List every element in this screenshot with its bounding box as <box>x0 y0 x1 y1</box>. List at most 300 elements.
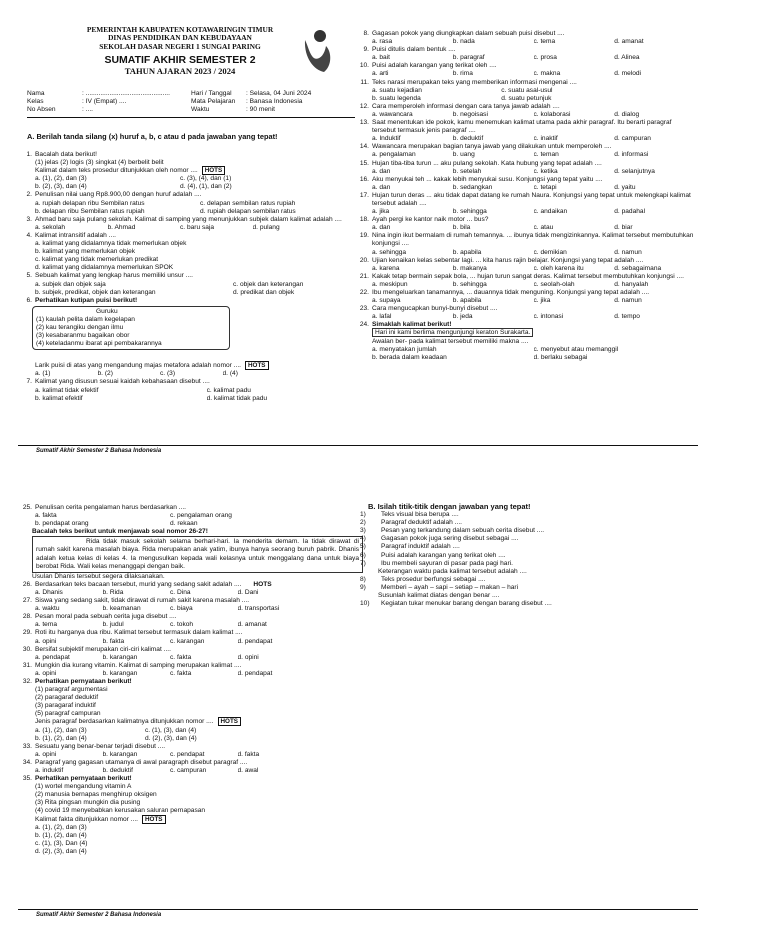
question-text: Simaklah kalimat berikut! <box>372 321 452 329</box>
options <box>355 224 695 232</box>
option-d[interactable]: d. tempo <box>614 313 640 321</box>
identity-row-date <box>191 90 351 98</box>
option-c[interactable]: c. teman <box>533 151 559 159</box>
statement-item: (3) paragaraf induktif <box>35 702 96 710</box>
question-text: Aku menyukai teh ... kakak lebih menyukai susu. Konjungsi yang tepat yaitu .... <box>372 175 603 183</box>
option-a[interactable]: a. wawancara <box>372 110 413 118</box>
option-c[interactable]: c. demikian <box>533 248 567 256</box>
question-text-inner: Berdasarkan teks bacaan tersebut, murid yang sedang sakit adalah .... <box>35 580 242 588</box>
options <box>355 281 695 289</box>
question-text: Awalan ber- pada kalimat tersebut memiliki makna .... <box>372 337 529 345</box>
question-35 <box>18 775 363 783</box>
question-text: Perhatikan pernyataan berikut! <box>35 677 132 685</box>
subject-value: : Banasa Indonesia <box>246 98 303 105</box>
option-d[interactable]: d. yaitu <box>614 183 636 191</box>
option-c[interactable]: c. Dina <box>170 588 191 596</box>
option-a[interactable]: a. (1), (2), dan (3) <box>35 175 87 183</box>
question-number: 35. <box>22 775 32 783</box>
option-b[interactable]: b. bila <box>452 224 471 232</box>
options <box>355 151 695 159</box>
statement-item: (1) wortel mengandung vitamin A <box>35 783 132 791</box>
option-a[interactable]: a. suatu kejadian <box>372 86 422 94</box>
option-d[interactable]: d. awal <box>237 767 259 774</box>
question-line <box>18 816 363 824</box>
option-b[interactable]: b. Ahmad <box>107 223 136 231</box>
option-d[interactable]: d. pendapat <box>237 669 273 677</box>
option-a[interactable]: a. jika <box>372 208 390 216</box>
option-a[interactable]: a. meskipun <box>372 280 408 288</box>
options <box>18 589 305 597</box>
header-line-1: PEMERINTAH KABUPATEN KOTAWARINGIN TIMUR <box>86 25 274 34</box>
question-number: 24. <box>359 321 369 329</box>
options <box>355 208 695 216</box>
header-line-2: DINAS PENDIDIKAN DAN KEBUDAYAAN <box>108 33 252 43</box>
item-number: 8) <box>360 575 366 583</box>
statement-item: (2) paragaraf deduktif <box>35 694 99 702</box>
option-a[interactable]: a. rupiah delapan ribu Sembilan ratus <box>35 199 145 207</box>
question-text: Puisi ditulis dalam bentuk .... <box>372 46 456 54</box>
option-c[interactable]: c. objek dan keterangan <box>233 280 304 288</box>
question-text: Penulisan nilai uang Rp8.900,00 dengan huruf adalah .... <box>35 191 202 199</box>
left-column <box>18 504 363 856</box>
option-b[interactable]: b. kalimat efektif <box>35 394 83 402</box>
question-2 <box>18 191 368 199</box>
option-c[interactable]: c. prosa <box>533 54 557 62</box>
item-text: Ibu membeli sayuran di pasar pada pagi hari. <box>381 559 513 567</box>
option-d[interactable]: d. rupiah delapan sembilan ratus <box>200 207 296 215</box>
option-d[interactable]: d. biar <box>614 224 633 232</box>
option-c[interactable]: c. (1), (3), Dan (4) <box>35 839 88 847</box>
option-a[interactable]: a. dan <box>372 183 391 191</box>
option-d[interactable]: d. namun <box>614 248 642 256</box>
options <box>18 654 305 662</box>
question-text: Kalimat dalam teks prosedur ditunjukkan oleh nomor .... <box>35 167 198 175</box>
question-text: Perhatikan kutipan puisi berikut! <box>35 296 138 304</box>
options <box>18 621 305 629</box>
option-d[interactable]: d. (2), (3), dan (4) <box>145 734 197 742</box>
question-number: 11. <box>360 78 369 86</box>
option-d[interactable]: d. predikat dan objek <box>233 288 295 296</box>
poem-box <box>32 306 230 350</box>
exam-identity <box>191 90 351 114</box>
header-line-3: SEKOLAH DASAR NEGERI 1 SUNGAI PARING <box>99 41 261 51</box>
option-b[interactable]: b. (2), (3), dan (4) <box>35 183 87 191</box>
question-10 <box>355 62 695 70</box>
option-a[interactable]: a. induktif <box>35 767 64 774</box>
item-text: Puisi adalah karangan yang terikat oleh .... <box>381 551 506 559</box>
option-b[interactable]: b. setelah <box>452 167 482 175</box>
class-field: : IV (Empat) .... <box>82 98 127 105</box>
options <box>18 387 365 403</box>
option-a[interactable]: a. arti <box>372 70 389 78</box>
option-b[interactable]: b. keamanan <box>102 605 141 613</box>
option-c[interactable]: c. pendapat <box>170 750 205 758</box>
options <box>355 111 695 119</box>
question-3 <box>18 216 368 224</box>
question-number: 15. <box>359 159 369 167</box>
student-identity <box>27 90 197 114</box>
question-number: 18. <box>359 216 369 224</box>
option-c[interactable]: c. andaikan <box>533 208 568 216</box>
identity-label: Nama <box>27 90 45 97</box>
option-c[interactable]: c. tokoh <box>170 621 194 629</box>
option-c[interactable]: c. tetapi <box>533 183 557 191</box>
options <box>355 184 695 192</box>
option-c[interactable]: c. karangan <box>170 637 205 645</box>
page-1 <box>0 0 768 462</box>
option-a[interactable]: a. rasa <box>372 38 393 46</box>
question-text: Roti itu harganya dua ribu. Kalimat tersebut termasuk dalam kalimat .... <box>35 629 243 637</box>
option-a[interactable]: a. opini <box>35 637 57 645</box>
option-d[interactable]: d. (4) <box>222 370 238 378</box>
hots-badge: HOTS <box>142 815 166 824</box>
option-a[interactable]: a. dan <box>372 167 391 175</box>
question-text: Sebuah kalimat yang lengkap harus memiliki unsur .... <box>35 272 193 280</box>
option-d[interactable]: d. fakta <box>237 750 260 758</box>
question-number: 23. <box>359 305 369 313</box>
question-number: 9. <box>363 46 369 54</box>
option-d[interactable]: d. pulang <box>252 223 280 231</box>
quote-line <box>355 329 695 337</box>
option-a[interactable]: a. lafal <box>372 313 392 321</box>
options <box>18 824 363 856</box>
option-d[interactable]: d. hanyalah <box>614 280 649 288</box>
essay-item-6 <box>360 552 700 560</box>
option-c[interactable]: c. intonasi <box>533 313 564 321</box>
option-b[interactable]: b. delapan ribu Sembilan ratus rupiah <box>35 207 145 215</box>
option-c[interactable]: c. inaktif <box>533 135 558 143</box>
section-b <box>360 503 700 608</box>
option-b[interactable]: b. apabila <box>452 248 482 256</box>
date-value: : Selasa, 04 Juni 2024 <box>246 90 312 97</box>
option-b[interactable]: b. subjek, predikat, objek dan keterangan <box>35 288 156 296</box>
item-number: 1) <box>360 511 366 519</box>
question-33 <box>18 743 363 751</box>
options <box>18 767 305 775</box>
options <box>355 346 695 362</box>
option-d[interactable]: d. kalimat yang didalamnya memerlukan SPOK <box>35 264 174 272</box>
question-text: Cara memperoleh informasi dengan cara tanya jawab adalah .... <box>372 102 560 110</box>
exam-title: SUMATIF AKHIR SEMESTER 2 <box>104 54 256 67</box>
absen-field[interactable]: : .... <box>82 106 93 113</box>
question-text: Larik puisi di atas yang mengandung majas metafora adalah nomor .... <box>35 362 241 370</box>
option-d[interactable]: d. melodi <box>614 70 642 78</box>
question-4 <box>18 232 368 240</box>
options <box>18 670 305 678</box>
option-d[interactable]: d. namun <box>614 297 642 305</box>
item-number: 9) <box>360 583 366 591</box>
question-32 <box>18 678 363 686</box>
option-d[interactable]: d. kalimat tidak padu <box>206 394 268 402</box>
option-b[interactable]: b. paragraf <box>452 54 485 62</box>
option-d[interactable]: d. campuran <box>614 135 651 143</box>
question-text: Ibu mengeluarkan tanamannya, ... dauannya tidak menguning. Konjungsi yang tepat adalah .... <box>372 289 650 296</box>
options <box>355 313 695 321</box>
option-b[interactable]: b. kalimat yang memerlukan objek <box>35 248 136 256</box>
option-c[interactable]: c. campuran <box>170 767 207 774</box>
question-number: 21. <box>359 272 369 280</box>
option-c[interactable]: c. kalimat padu <box>206 386 251 394</box>
option-c[interactable]: c. tema <box>533 38 556 46</box>
option-a[interactable]: a. bait <box>372 54 390 62</box>
option-b[interactable]: b. sedangkan <box>452 183 493 191</box>
poem-line: (4) keteladanmu ibarat api pembakarannya <box>36 340 162 348</box>
question-line <box>18 362 368 370</box>
option-a[interactable]: a. waktu <box>35 605 60 613</box>
question-20 <box>355 257 695 265</box>
option-c[interactable]: c. (3), (4), dan (1) <box>180 175 232 183</box>
option-d[interactable]: d. pendapat <box>237 637 273 645</box>
question-14 <box>355 143 695 151</box>
question-number: 10. <box>359 62 369 70</box>
option-a[interactable]: a. sekolah <box>35 223 66 231</box>
name-field[interactable]: : .............................................. <box>82 90 170 97</box>
essay-item-9 <box>360 584 700 592</box>
option-d[interactable]: d. Dani <box>237 588 259 596</box>
question-9 <box>355 46 695 54</box>
option-a[interactable]: a. dan <box>372 224 391 232</box>
question-number: 6. <box>26 296 32 304</box>
option-a[interactable]: a. karena <box>372 264 400 272</box>
option-b[interactable]: b. karangan <box>102 669 138 677</box>
question-16 <box>355 176 695 184</box>
question-28 <box>18 613 363 621</box>
option-a[interactable]: a. fakta <box>35 512 57 520</box>
question-5 <box>18 272 368 280</box>
option-a[interactable]: a. (1) <box>35 370 51 378</box>
story-instruction: Bacalah teks berikut untuk menjawab soal nomor 26-27! <box>32 528 208 536</box>
question-number: 5. <box>26 272 32 280</box>
question-number: 31. <box>22 661 32 669</box>
question-number: 19. <box>359 232 369 240</box>
option-a[interactable]: a. kalimat yang didalamnya tidak memerlukan objek <box>35 240 187 248</box>
option-c[interactable]: c. makna <box>533 70 561 78</box>
option-b[interactable]: b. fakta <box>102 637 125 645</box>
option-b[interactable]: b. rima <box>452 70 473 78</box>
question-text: Hujan turun deras ... aku tidak dapat datang ke rumah Naura. Konjungsi yang tepat untuk melengkapi kalimat tersebut adalah .... <box>372 191 691 207</box>
option-a[interactable]: a. (1), (2), dan (3) <box>35 726 87 734</box>
left-column <box>18 151 368 403</box>
option-b[interactable]: b. makanya <box>452 264 487 272</box>
question-line: (1) jelas (2) logis (3) singkat (4) berbelit belit <box>35 159 164 167</box>
school-header <box>60 26 300 76</box>
option-c[interactable]: c. ketika <box>533 167 558 175</box>
question-31 <box>18 662 363 670</box>
option-b[interactable]: b. jeda <box>452 313 473 321</box>
option-b[interactable]: b. judul <box>102 621 124 629</box>
question-22 <box>355 289 695 297</box>
option-c[interactable]: c. kolaborasi <box>533 110 571 118</box>
question-number: 8. <box>363 30 369 37</box>
poem-line: (3) kesabaranmu bagaikan obor <box>36 332 130 340</box>
option-b[interactable]: b. negoisasi <box>452 110 488 118</box>
item-number: 2) <box>360 519 366 527</box>
question-text: Wawancara merupakan bagian tanya jawab yang dilakukan untuk memperoleh .... <box>372 143 612 151</box>
option-c[interactable]: c. fakta <box>170 669 192 677</box>
options <box>355 135 695 143</box>
item-text: Paragraf induktif adalah .... <box>381 543 460 551</box>
option-c[interactable]: c. menyebut atau memanggil <box>533 345 619 353</box>
option-a[interactable]: a. menyatakan jumlah <box>372 345 437 353</box>
option-c[interactable]: c. suatu asal-usul <box>501 86 553 94</box>
statement-item: (5) paragraf campuran <box>35 710 101 718</box>
option-d[interactable]: d. berlaku sebagai <box>533 353 588 361</box>
question-6 <box>18 297 368 305</box>
story-after: Usulan Dhanis tersebut segera dilaksanakan. <box>32 572 165 580</box>
option-a[interactable]: a. Dhanis <box>35 588 63 596</box>
option-c[interactable]: c. jika <box>533 297 551 305</box>
essay-item-10 <box>360 600 700 608</box>
item-text: Memberi – ayah – sapi – setiap – makan – hari <box>381 583 519 591</box>
option-a[interactable]: a. opini <box>35 750 57 758</box>
option-b[interactable]: b. deduktif <box>452 135 484 143</box>
option-c[interactable]: c. (3) <box>160 370 176 378</box>
question-number: 14. <box>359 143 369 151</box>
option-b[interactable]: b. Rida <box>102 588 124 596</box>
option-b[interactable]: b. uang <box>452 151 475 159</box>
question-number: 1. <box>26 151 32 158</box>
option-d[interactable]: d. (2), (3), dan (4) <box>35 847 87 855</box>
option-c[interactable]: c. kalimat yang tidak memerlukan predikat <box>35 256 159 264</box>
option-d[interactable]: d. (4), (1), dan (2) <box>180 183 232 191</box>
question-text: Penulisan cerita pengalaman harus berdasarkan .... <box>35 504 187 511</box>
option-a[interactable]: a. subjek dan objek saja <box>35 280 106 288</box>
option-d[interactable]: d. rekaan <box>170 520 198 528</box>
option-a[interactable]: a. sehingga <box>372 248 407 256</box>
option-d[interactable]: d. transportasi <box>237 605 280 613</box>
question-text: Kalimat fakta ditunjukkan nomor .... <box>35 815 138 823</box>
options <box>355 54 695 62</box>
question-1 <box>18 151 368 159</box>
question-number: 27. <box>22 597 32 605</box>
question-number: 12. <box>359 102 369 110</box>
option-c[interactable]: c. fakta <box>170 653 192 661</box>
option-c[interactable]: c. oleh karena itu <box>533 264 584 272</box>
essay-item-1 <box>360 511 700 519</box>
question-8 <box>355 30 695 38</box>
option-b[interactable]: b. (2) <box>97 370 113 378</box>
option-b[interactable]: b. karangan <box>102 750 138 758</box>
option-b[interactable]: b. karangan <box>102 653 138 661</box>
identity-row-subject <box>191 98 351 106</box>
question-number: 30. <box>22 645 32 653</box>
options <box>18 240 368 272</box>
essay-item-4 <box>360 535 700 543</box>
statement-item: (3) Rita pingsan mungkin dia pusing <box>35 799 141 807</box>
question-19 <box>355 232 695 248</box>
option-b[interactable]: b. berada dalam keadaan <box>372 353 447 361</box>
question-text: Paragraf yang gagasan utamanya di awal paragraph disebut paragraf .... <box>35 758 248 766</box>
essay-item-5 <box>360 543 700 551</box>
question-text: Cara mengucapkan bunyi-bunyi disebut .... <box>372 305 498 313</box>
question-number: 3. <box>26 215 32 223</box>
option-d[interactable]: d. Alinea <box>614 54 640 62</box>
option-b[interactable]: b. apabila <box>452 297 482 305</box>
option-d[interactable]: d. amanat <box>237 621 267 629</box>
option-b[interactable]: b. suatu legenda <box>372 94 421 102</box>
option-d[interactable]: d. selanjutnya <box>614 167 655 175</box>
option-b[interactable]: b. sehingga <box>452 280 487 288</box>
options <box>18 605 305 613</box>
footer-text: Sumatif Akhir Semester 2 Bahasa Indonesia <box>36 912 162 918</box>
question-25 <box>18 504 363 512</box>
option-d[interactable]: d. dialog <box>614 110 640 118</box>
question-26 <box>18 581 363 589</box>
option-d[interactable]: d. padahal <box>614 208 646 216</box>
school-logo-icon <box>300 28 334 76</box>
identity-label: No Absen <box>27 106 56 113</box>
option-a[interactable]: a. opini <box>35 669 57 677</box>
option-c[interactable]: c. baru saja <box>180 223 215 231</box>
item-text: Teks prosedur berfungsi sebagai .... <box>381 575 486 583</box>
option-d[interactable]: d. informasi <box>614 151 649 159</box>
item-text: Pesan yang terkandung dalam sebuah cerita disebut .... <box>381 527 545 535</box>
option-a[interactable]: a. kalimat tidak efektif <box>35 386 99 394</box>
essay-item-8 <box>360 576 700 584</box>
option-d[interactable]: d. amanat <box>614 38 644 46</box>
option-b[interactable]: b. nada <box>452 38 475 46</box>
question-text <box>35 581 363 589</box>
question-23 <box>355 305 695 313</box>
option-c[interactable]: c. atau <box>533 224 554 232</box>
options <box>355 297 695 305</box>
option-d[interactable]: d. opini <box>237 653 259 661</box>
question-text: Bacalah data berikut! <box>35 151 97 158</box>
identity-row-time <box>191 106 351 114</box>
option-a[interactable]: a. Induktif <box>372 135 401 143</box>
option-a[interactable]: a. supaya <box>372 297 401 305</box>
options <box>18 727 255 743</box>
option-c[interactable]: c. seolah-olah <box>533 280 575 288</box>
option-b[interactable]: b. (1), (2), dan (4) <box>35 734 87 742</box>
option-c[interactable]: c. biaya <box>170 605 193 613</box>
question-text: Gagasan pokok yang diungkapkan dalam sebuah puisi disebut .... <box>372 30 565 37</box>
essay-item-7 <box>360 560 700 568</box>
option-c[interactable]: c. pengalaman orang <box>170 512 232 520</box>
story-box: Rida tidak masuk sekolah selama berhari-hari. Ia menderita demam. Ia tidak dirawat di rumah sakit karena masalah biaya. Rida merupakan anak yatim, ibunya hanya seorang buruh pabrik. Dhanis adalah ketua kelas di kelas 4. Ia mengusulkan kepada wali kelasnya untuk menggalang dana untuk biaya berobat Rida. Wali kelas menanggapi dengan baik. <box>32 536 363 572</box>
question-34 <box>18 759 363 767</box>
right-column <box>355 30 695 362</box>
question-15 <box>355 160 695 168</box>
option-c[interactable]: c. delapan sembilan ratus rupiah <box>200 199 296 207</box>
options <box>355 87 695 103</box>
option-b[interactable]: b. (1), (2), dan (4) <box>35 831 87 839</box>
option-c[interactable]: c. (1), (3), dan (4) <box>145 726 197 734</box>
identity-label: Kelas <box>27 98 44 105</box>
option-a[interactable]: a. tema <box>35 621 57 629</box>
footer-divider <box>18 909 698 910</box>
option-a[interactable]: a. pengalaman <box>372 151 416 159</box>
quote-box: Hari ini kami berlima mengunjungi keraton Surakarta. <box>372 328 533 337</box>
option-a[interactable]: a. (1), (2), dan (3) <box>35 823 87 831</box>
hots-badge: HOTS <box>245 361 269 370</box>
option-b[interactable]: b. sehingga <box>452 208 487 216</box>
option-a[interactable]: a. pendapat <box>35 653 70 661</box>
question-text: Hujan tiba-tiba turun ... aku pulang sekolah. Kata hubung yang tepat adalah .... <box>372 159 602 167</box>
question-number: 20. <box>359 256 369 264</box>
question-text: Kalimat yang disusun sesuai kaidah kebahasaan disebut .... <box>35 378 210 386</box>
statement-item: (4) covid 19 menyebabkan kerusakan saluran pernapasan <box>35 807 206 815</box>
option-b[interactable]: b. deduktif <box>102 767 133 774</box>
option-b[interactable]: b. pendapat orang <box>35 520 89 528</box>
question-30 <box>18 646 363 654</box>
question-text: Ahmad baru saja pulang sekolah. Kalimat di samping yang menunjukkan subjek dalam kalimat adalah .... <box>35 215 342 223</box>
item-text: Susunlah kalimat diatas dengan benar .... <box>378 592 500 600</box>
question-number: 22. <box>359 289 369 296</box>
option-d[interactable]: d. suatu petunjuk <box>501 94 552 102</box>
divider <box>27 117 355 118</box>
option-d[interactable]: d. sebagaimana <box>614 264 662 272</box>
